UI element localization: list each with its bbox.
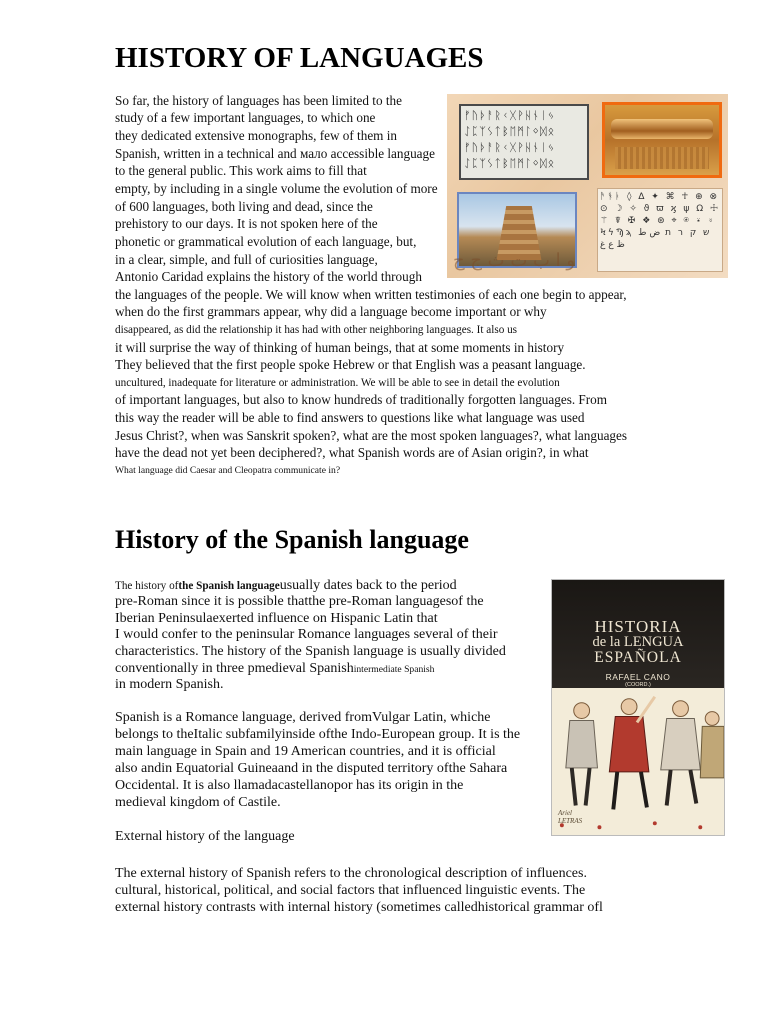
body-line: study of a few important languages, to which one [115, 110, 376, 125]
book-author: RAFAEL CANO [605, 672, 671, 682]
body-line: So far, the history of languages has been limited to the [115, 93, 402, 108]
papyrus-scroll [602, 102, 722, 178]
body-line: uncultured, inadequate for literature or administration. We will be able to see in detail the evolution [115, 377, 560, 389]
publisher-logo [558, 809, 582, 825]
body-line: I would confer to the peninsular Romance languages several of their [115, 627, 498, 642]
body-line: of important languages, but also to know hundreds of traditionally forgotten languages. From [115, 392, 608, 407]
body-line: belongs to theItalic subfamilyinside ofthe Indo-European group. It is the [115, 727, 521, 742]
body-line: external history contrasts with internal history (sometimes calledhistorical grammar ofl [115, 900, 603, 915]
section-title-history-of-languages: HISTORY OF LANGUAGES [115, 42, 484, 74]
body-line: when do the first grammars appear, why did a language become important or why [115, 304, 547, 319]
body-line: Jesus Christ?, when was Sanskrit spoken?, what are the most spoken languages?, what languages [115, 428, 628, 443]
book-author-note: (COORD.) [625, 682, 651, 688]
publisher-imprint: LETRAS [558, 817, 583, 825]
body-line: What language did Caesar and Cleopatra communicate in? [115, 465, 341, 476]
body-line: main language in Spain and 19 American countries, and it is official [115, 744, 496, 759]
body-line: phonetic or grammatical evolution of each language, but, [115, 234, 417, 249]
inline-text: intermediate Spanish [353, 664, 435, 675]
book-title-line: HISTORIA [594, 617, 682, 636]
body-line: empty, by including in a single volume the evolution of more [115, 181, 438, 196]
languages-collage-image [447, 94, 728, 278]
book-cover-image [551, 579, 725, 836]
body-line: pre-Roman since it is possible thatthe pre-Roman languagesof the [115, 594, 484, 609]
inline-text: The history of [115, 580, 179, 592]
subheading-external-history: External history of the language [115, 829, 295, 844]
body-line: it will surprise the way of thinking of human beings, that at some moments in history [115, 340, 565, 355]
body-line: have the dead not yet been deciphered?, what Spanish words are of Asian origin?, in what [115, 445, 589, 460]
scroll-text [615, 147, 709, 169]
inline-text: conventionally in three pmedieval Spanish [115, 661, 354, 676]
body-line: of 600 languages, both living and dead, since the [115, 199, 373, 214]
body-line: Spanish, written in a technical and мало accessible language [115, 146, 435, 161]
body-line: cultural, historical, political, and social factors that influenced linguistic events. The [115, 883, 586, 898]
body-line: medieval kingdom of Castile. [115, 795, 281, 810]
body-line: in modern Spanish. [115, 677, 224, 692]
body-line [115, 577, 457, 594]
body-line: characteristics. The history of the Spanish language is usually divided [115, 644, 506, 659]
body-line: The external history of Spanish refers to the chronological description of influences. [115, 866, 587, 881]
body-line: in a clear, simple, and full of curiosities language, [115, 252, 378, 267]
body-line: also andin Equatorial Guineaand in the disputed territory ofthe Sahara [115, 761, 508, 776]
body-line: this way the reader will be able to find answers to questions like what language was used [115, 410, 585, 425]
body-line: Iberian Peninsulaexerted influence on Hispanic Latin that [115, 611, 438, 626]
body-line: disappeared, as did the relationship it has had with other neighboring languages. It also us [115, 324, 518, 336]
scroll-roll [611, 119, 713, 139]
body-line: prehistory to our days. It is not spoken here of the [115, 216, 378, 231]
body-line: They believed that the first people spoke Hebrew or that English was a peasant language. [115, 357, 586, 372]
body-line: to the general public. This work aims to fill that [115, 163, 367, 178]
body-line: the languages of the people. We will know when written testimonies of each one begin to appear, [115, 287, 627, 302]
body-line: they dedicated extensive monographs, few of them in [115, 128, 397, 143]
publisher-name: Ariel [558, 809, 572, 817]
book-title-line: ESPAÑOLA [594, 649, 682, 666]
inline-text: usually dates back to the period [279, 578, 457, 593]
body-line: Occidental. It is also llamadacastellanopor has its origin in the [115, 778, 464, 793]
inline-bold-text: the Spanish language [178, 580, 280, 592]
calligraphy-background: ﻭ ﺍ ﺏ ﺕ ﺙ ﺝ ﺡ [453, 250, 576, 271]
book-title-line: de la LENGUA [592, 634, 684, 650]
runes-tablet: ᚠᚢᚦᚨᚱᚲᚷᚹᚺᚾᛁᛃ ᛇᛈᛉᛊᛏᛒᛖᛗᛚᛜᛞᛟ ᚠᚢᚦᚨᚱᚲᚷᚹᚺᚾᛁᛃ ᛇᛈᛉᛊᛏᛒᛖᛗᛚᛜᛞᛟ [459, 104, 589, 180]
alphabet-chart: ᚫᚬᚭ ◊ ∆ ✦ ⌘ ☥ ⊕ ⊗ ⊙ ☽ ✧ ϑ ϖ ϗ ψ Ω ☩ ⚚ ☤ ✠ ❖ ⊛ ⌖ ⍟ ⍣ ⍤ ϞϟϠϡ ש ק ר ת ض ط ظ ع غ [597, 188, 723, 272]
body-line: Spanish is a Romance language, derived fromVulgar Latin, whiche [115, 710, 491, 725]
body-line [115, 660, 434, 678]
section-title-spanish-language: History of the Spanish language [115, 525, 469, 554]
body-line: Antonio Caridad explains the history of the world through [115, 269, 422, 284]
